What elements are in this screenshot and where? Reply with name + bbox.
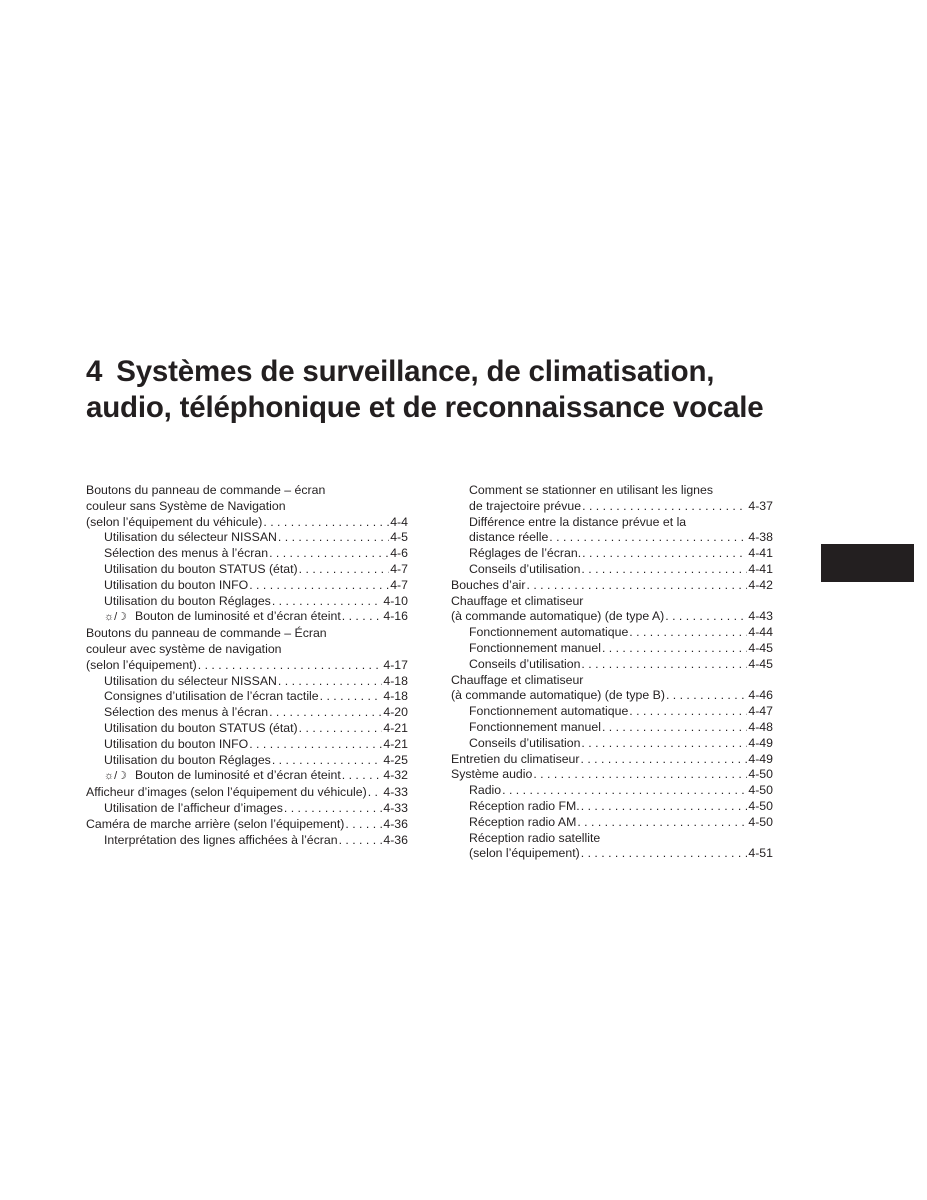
toc-entry-line <box>451 546 773 562</box>
toc-entry-line <box>86 721 408 737</box>
toc-page-number: 4-37 <box>748 498 773 513</box>
toc-page-number: 4-48 <box>748 719 773 734</box>
toc-entry-text: Boutons du panneau de commande – Écran <box>86 626 327 641</box>
toc-entry-line <box>451 846 773 862</box>
toc-page-number: 4-33 <box>383 785 408 800</box>
toc-entry[interactable] <box>451 483 773 515</box>
toc-entry[interactable] <box>451 831 773 863</box>
toc-entry-line <box>86 515 408 531</box>
toc-entry-line <box>86 483 408 499</box>
toc-entry[interactable] <box>86 737 408 753</box>
toc-entry-line <box>451 799 773 815</box>
toc-entry-text: Utilisation de l’afficheur d’images <box>104 800 283 815</box>
toc-entry-text: Système audio <box>451 767 533 782</box>
dot-leader <box>299 721 383 737</box>
toc-entry-line <box>451 815 773 831</box>
toc-page-number: 4-20 <box>383 705 408 720</box>
toc-entry[interactable] <box>86 546 408 562</box>
dot-leader <box>272 753 383 769</box>
toc-entry-text: Consignes d’utilisation de l’écran tactile <box>104 689 319 704</box>
toc-entry[interactable] <box>86 817 408 833</box>
dot-leader <box>339 833 383 849</box>
toc-page-number: 4-7 <box>390 561 408 576</box>
toc-page-number: 4-38 <box>748 530 773 545</box>
toc-entry-text: Réglages de l’écran. <box>469 546 582 561</box>
dot-leader <box>581 846 748 862</box>
toc-entry-text: Utilisation du bouton Réglages <box>104 752 271 767</box>
dot-leader <box>527 578 748 594</box>
toc-page-number: 4-16 <box>383 609 408 624</box>
toc-entry-text: couleur avec système de navigation <box>86 641 282 656</box>
dot-leader <box>502 783 747 799</box>
toc-entry-line <box>451 752 773 768</box>
toc-entry[interactable] <box>451 704 773 720</box>
toc-entry-text: distance réelle <box>469 530 549 545</box>
toc-column-right <box>451 483 773 862</box>
toc-entry[interactable] <box>86 530 408 546</box>
dot-leader <box>581 736 747 752</box>
toc-entry[interactable] <box>451 720 773 736</box>
dot-leader <box>278 674 382 690</box>
toc-entry-text: Utilisation du bouton STATUS (état) <box>104 720 298 735</box>
toc-entry-text: couleur sans Système de Navigation <box>86 498 286 513</box>
toc-entry-line <box>86 578 408 594</box>
toc-entry-line <box>86 594 408 610</box>
toc-page-number: 4-36 <box>383 816 408 831</box>
toc-page-number: 4-7 <box>390 577 408 592</box>
toc-entry-line <box>451 562 773 578</box>
toc-entry-line <box>451 483 773 499</box>
toc-entry-text: Afficheur d’images (selon l’équipement du véhicule) <box>86 785 367 800</box>
toc-entry-line <box>86 658 408 674</box>
toc-page-number: 4-32 <box>383 768 408 783</box>
toc-entry-text: Réception radio FM. <box>469 798 580 813</box>
toc-entry-text: Comment se stationner en utilisant les lignes <box>469 483 714 497</box>
toc-entry-text: Utilisation du bouton STATUS (état) <box>104 561 298 576</box>
toc-entry-text: (selon l’équipement du véhicule) <box>86 514 263 529</box>
toc-page-number: 4-45 <box>748 656 773 671</box>
toc-entry[interactable] <box>86 578 408 594</box>
toc-entry-line <box>451 831 773 847</box>
toc-entry-text: Utilisation du bouton INFO <box>104 736 249 751</box>
toc-entry-text: de trajectoire prévue <box>469 498 582 513</box>
toc-entry-text: Entretien du climatiseur <box>451 751 580 766</box>
dot-leader <box>263 515 389 531</box>
toc-entry-line <box>86 753 408 769</box>
toc-entry-line <box>451 657 773 673</box>
toc-entry[interactable] <box>451 657 773 673</box>
toc-entry-text: Interprétation des lignes affichées à l’écran <box>104 832 338 847</box>
toc-entry-text: Conseils d’utilisation <box>469 735 581 750</box>
dot-leader <box>602 720 747 736</box>
dot-leader <box>577 815 747 831</box>
toc-entry-line <box>86 801 408 817</box>
toc-page-number: 4-50 <box>748 767 773 782</box>
toc-entry-line <box>451 594 773 610</box>
dot-leader <box>581 799 748 815</box>
toc-entry-line <box>86 817 408 833</box>
toc-page-number: 4-36 <box>383 832 408 847</box>
toc-page-number: 4-44 <box>748 625 773 640</box>
toc-entry[interactable] <box>451 815 773 831</box>
toc-entry-text: (selon l’équipement) <box>86 657 197 672</box>
toc-entry-line <box>451 641 773 657</box>
toc-page-number: 4-45 <box>748 640 773 655</box>
toc-page-number: 4-50 <box>748 814 773 829</box>
chapter-title-line-2: audio, téléphonique et de reconnaissance vocale <box>86 391 764 424</box>
toc-entry-text: Sélection des menus à l’écran <box>104 705 269 720</box>
toc-entry-text: Différence entre la distance prévue et la <box>469 514 687 529</box>
toc-entry-line <box>86 768 408 785</box>
dot-leader <box>549 530 747 546</box>
toc-entry-text: Fonctionnement automatique <box>469 625 629 640</box>
toc-entry-text: (à commande automatique) (de type A) <box>451 609 665 624</box>
toc-entry-line <box>451 625 773 641</box>
dot-leader <box>249 578 389 594</box>
toc-entry[interactable] <box>451 641 773 657</box>
toc-entry-line <box>451 609 773 625</box>
toc-entry[interactable] <box>451 515 773 547</box>
toc-entry-line <box>451 688 773 704</box>
dot-leader <box>581 562 747 578</box>
toc-entry[interactable] <box>451 546 773 562</box>
dot-leader <box>629 625 747 641</box>
toc-entry-line <box>451 499 773 515</box>
dot-leader <box>581 657 747 673</box>
toc-entry[interactable] <box>86 768 408 785</box>
toc-entry[interactable] <box>451 673 773 705</box>
toc-page-number: 4-21 <box>383 720 408 735</box>
toc-page-number: 4-43 <box>748 609 773 624</box>
toc-page-number: 4-5 <box>390 530 408 545</box>
dot-leader <box>272 594 383 610</box>
dot-leader <box>533 767 747 783</box>
dot-leader <box>582 546 747 562</box>
toc-page-number: 4-41 <box>748 546 773 561</box>
toc-entry[interactable] <box>86 833 408 849</box>
toc-entry-text: Chauffage et climatiseur <box>451 593 584 608</box>
toc-entry-text: Radio <box>469 783 502 798</box>
toc-entry[interactable] <box>451 752 773 768</box>
chapter-tab-marker <box>821 544 914 582</box>
toc-entry-text: (selon l’équipement) <box>469 846 580 861</box>
toc-entry[interactable] <box>451 767 773 783</box>
toc-entry[interactable] <box>86 705 408 721</box>
toc-entry-text: Fonctionnement automatique <box>469 704 629 719</box>
dot-leader <box>602 641 747 657</box>
toc-page-number: 4-18 <box>383 689 408 704</box>
toc-entry[interactable] <box>86 626 408 673</box>
toc-entry-text: Chauffage et climatiseur <box>451 672 584 687</box>
dot-leader <box>629 704 747 720</box>
toc-page-number: 4-17 <box>383 657 408 672</box>
toc-page-number: 4-4 <box>390 514 408 529</box>
toc-page-number: 4-46 <box>748 688 773 703</box>
toc-entry-text: Réception radio satellite <box>469 830 601 845</box>
toc-entry-line <box>451 673 773 689</box>
toc-entry-text: Conseils d’utilisation <box>469 561 581 576</box>
toc-entry[interactable] <box>451 736 773 752</box>
toc-entry-line <box>86 785 408 801</box>
dot-leader <box>299 562 390 578</box>
toc-entry-line <box>86 562 408 578</box>
dot-leader <box>269 546 389 562</box>
toc-entry[interactable] <box>451 625 773 641</box>
toc-page-number: 4-10 <box>383 593 408 608</box>
toc-entry[interactable] <box>86 562 408 578</box>
toc-page-number: 4-25 <box>383 752 408 767</box>
dot-leader <box>278 530 389 546</box>
chapter-title-text-1: Systèmes de surveillance, de climatisation, <box>116 355 715 388</box>
toc-entry-line <box>86 626 408 642</box>
toc-page-number: 4-47 <box>748 704 773 719</box>
toc-entry-line <box>451 530 773 546</box>
toc-page-number: 4-51 <box>748 846 773 861</box>
dot-leader <box>666 688 747 704</box>
toc-entry-line <box>86 705 408 721</box>
toc-entry-line <box>86 674 408 690</box>
dot-leader <box>320 689 383 705</box>
toc-page-number: 4-18 <box>383 673 408 688</box>
toc-entry-text: ☼/☽ Bouton de luminosité et d’écran éteint <box>104 768 341 785</box>
toc-entry-line <box>451 767 773 783</box>
toc-entry-text: Réception radio AM <box>469 814 577 829</box>
dot-leader <box>582 499 747 515</box>
toc-page-number: 4-42 <box>748 577 773 592</box>
toc-page-number: 4-33 <box>383 800 408 815</box>
toc-entry-line <box>451 704 773 720</box>
toc-entry-line <box>86 689 408 705</box>
toc-entry[interactable] <box>451 783 773 799</box>
toc-entry-line <box>86 737 408 753</box>
toc-entry[interactable] <box>86 674 408 690</box>
toc-entry-text: Utilisation du sélecteur NISSAN <box>104 530 277 545</box>
toc-entry-text: Bouches d’air <box>451 577 526 592</box>
toc-entry-text: Utilisation du sélecteur NISSAN <box>104 673 277 688</box>
chapter-number: 4 <box>86 355 103 388</box>
toc-entry-line <box>451 720 773 736</box>
toc-entry[interactable] <box>451 799 773 815</box>
toc-entry-line <box>86 609 408 626</box>
sun-moon-icon: ☼/☽ <box>104 611 127 624</box>
chapter-title <box>86 354 886 426</box>
toc-entry-line <box>86 499 408 515</box>
toc-entry-line <box>451 515 773 531</box>
dot-leader <box>342 609 383 625</box>
dot-leader <box>342 768 383 784</box>
dot-leader <box>198 658 383 674</box>
toc-page-number: 4-21 <box>383 736 408 751</box>
toc-page-number: 4-50 <box>748 783 773 798</box>
toc-page-number: 4-50 <box>748 798 773 813</box>
toc-entry-text: Utilisation du bouton INFO <box>104 577 249 592</box>
toc-entry[interactable] <box>86 801 408 817</box>
toc-entry[interactable] <box>451 578 773 594</box>
toc-entry-line <box>86 530 408 546</box>
toc-entry-text: Utilisation du bouton Réglages <box>104 593 271 608</box>
toc-entry[interactable] <box>86 785 408 801</box>
sun-moon-icon: ☼/☽ <box>104 770 127 783</box>
dot-leader <box>269 705 382 721</box>
toc-entry-line <box>86 642 408 658</box>
toc-entry-text: Boutons du panneau de commande – écran <box>86 483 326 497</box>
toc-page-number: 4-49 <box>748 735 773 750</box>
toc-entry-line <box>451 783 773 799</box>
toc-entry[interactable] <box>86 721 408 737</box>
toc-page-number: 4-41 <box>748 561 773 576</box>
toc-page-number: 4-6 <box>390 546 408 561</box>
toc-entry-text: Conseils d’utilisation <box>469 656 581 671</box>
toc-entry-text: Fonctionnement manuel <box>469 640 601 655</box>
toc-entry-line <box>451 578 773 594</box>
toc-entry-line <box>86 833 408 849</box>
toc-entry-text: Sélection des menus à l’écran <box>104 546 269 561</box>
dot-leader <box>368 785 383 801</box>
toc-column-left <box>86 483 408 848</box>
toc-entry[interactable] <box>86 483 408 530</box>
toc-entry[interactable] <box>86 594 408 610</box>
toc-entry[interactable] <box>86 689 408 705</box>
chapter-title-line-1 <box>86 354 886 390</box>
toc-entry-line <box>451 736 773 752</box>
toc-entry-text: Caméra de marche arrière (selon l’équipement) <box>86 816 345 831</box>
toc-entry-text: ☼/☽ Bouton de luminosité et d’écran éteint <box>104 609 341 626</box>
toc-entry[interactable] <box>451 562 773 578</box>
toc-entry-line <box>86 546 408 562</box>
toc-entry[interactable] <box>86 609 408 626</box>
dot-leader <box>249 737 382 753</box>
toc-page-number: 4-49 <box>748 751 773 766</box>
dot-leader <box>345 817 382 833</box>
toc-entry[interactable] <box>86 753 408 769</box>
toc-entry-text: (à commande automatique) (de type B) <box>451 688 665 703</box>
toc-entry[interactable] <box>451 594 773 626</box>
dot-leader <box>581 752 748 768</box>
toc-entry-text: Fonctionnement manuel <box>469 719 601 734</box>
dot-leader <box>665 609 747 625</box>
dot-leader <box>284 801 383 817</box>
